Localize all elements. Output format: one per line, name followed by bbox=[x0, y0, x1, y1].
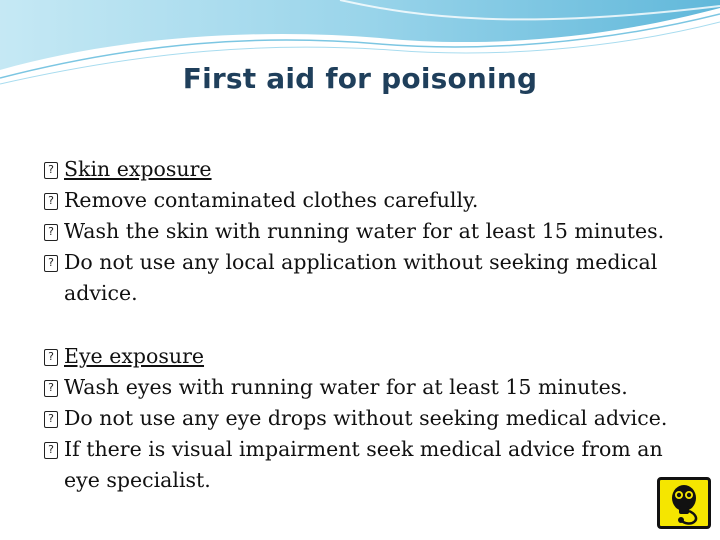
bullet-icon: ? bbox=[44, 193, 58, 210]
list-item-text: If there is visual impairment seek medical advice from an eye specialist. bbox=[64, 437, 663, 492]
page-title: First aid for poisoning bbox=[182, 62, 538, 95]
gas-mask-hazard-icon bbox=[657, 477, 711, 529]
list-item-text: Wash the skin with running water for at least 15 minutes. bbox=[64, 219, 665, 243]
section-heading: Skin exposure bbox=[64, 157, 212, 181]
list-item bbox=[44, 247, 684, 309]
bullet-icon: ? bbox=[44, 380, 58, 397]
bullet-icon: ? bbox=[44, 224, 58, 241]
slide-content bbox=[44, 154, 684, 496]
gas-mask-icon bbox=[660, 480, 708, 526]
list-item-text: Do not use any eye drops without seeking medical advice. bbox=[64, 406, 668, 430]
list-item bbox=[44, 185, 684, 216]
bullet-icon: ? bbox=[44, 255, 58, 272]
list-item bbox=[44, 434, 684, 496]
list-item-eye-heading bbox=[44, 341, 684, 372]
list-item-skin-heading bbox=[44, 154, 684, 185]
bullet-icon: ? bbox=[44, 442, 58, 459]
list-item-text: Remove contaminated clothes carefully. bbox=[64, 188, 479, 212]
list-item-text: Do not use any local application without seeking medical advice. bbox=[64, 250, 658, 305]
bullet-icon: ? bbox=[44, 411, 58, 428]
list-item bbox=[44, 216, 684, 247]
bullet-icon: ? bbox=[44, 349, 58, 366]
list-item bbox=[44, 372, 684, 403]
list-item bbox=[44, 403, 684, 434]
section-heading: Eye exposure bbox=[64, 344, 205, 368]
bullet-icon: ? bbox=[44, 162, 58, 179]
list-item-text: Wash eyes with running water for at least 15 minutes. bbox=[64, 375, 628, 399]
